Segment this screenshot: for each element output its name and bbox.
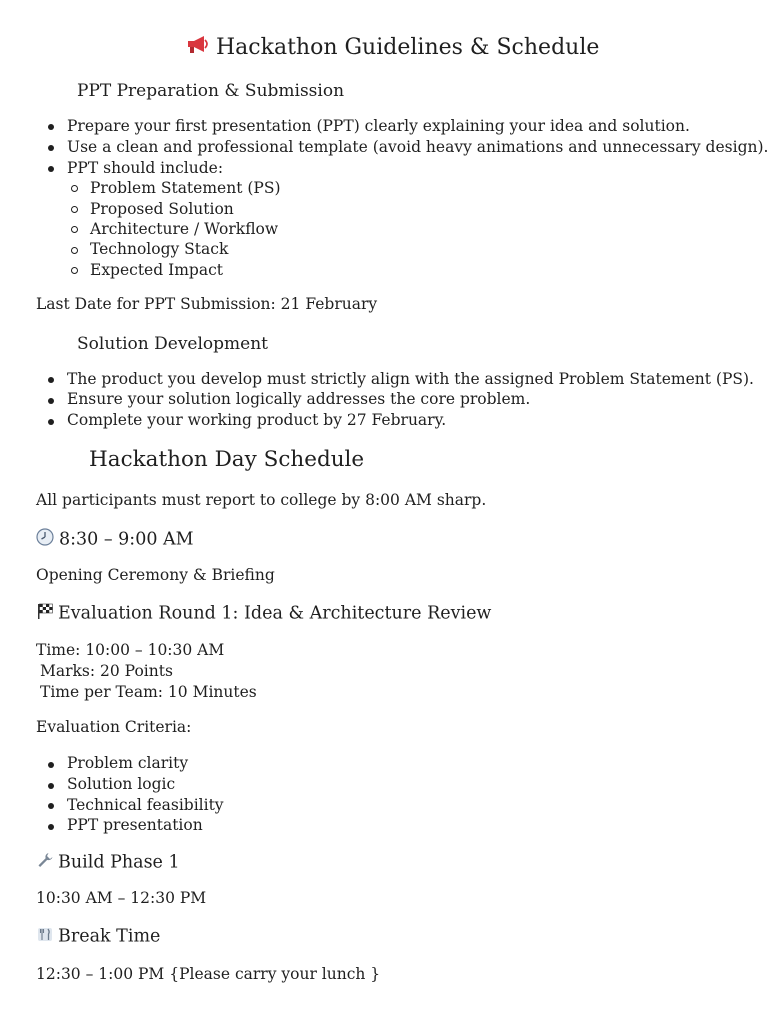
opening-time-heading <box>36 528 194 552</box>
fork-knife-icon <box>36 925 54 949</box>
ppt-item-3: PPT should include: <box>67 159 224 177</box>
subbullet-circle <box>71 185 78 192</box>
ppt-subitem-4: Technology Stack <box>90 240 229 258</box>
break-title: Break Time <box>58 926 161 947</box>
ppt-subitem-5: Expected Impact <box>90 261 223 279</box>
criteria-label: Evaluation Criteria: <box>36 718 192 736</box>
bullet-dot <box>48 783 54 789</box>
subbullet-circle <box>71 247 78 254</box>
ppt-item-2: Use a clean and professional template (avoid heavy animations and unnecessary design). <box>67 138 768 156</box>
ppt-section-heading: PPT Preparation & Submission <box>77 81 345 101</box>
bullet-dot <box>48 398 54 404</box>
round1-title: Evaluation Round 1: Idea & Architecture Review <box>58 603 492 624</box>
bullet-dot <box>48 145 54 151</box>
round1-marks: Marks: 20 Points <box>40 662 173 680</box>
subbullet-circle <box>71 206 78 213</box>
bullet-dot <box>48 762 54 768</box>
break-heading <box>36 925 160 949</box>
opening-time: 8:30 – 9:00 AM <box>59 529 194 550</box>
subbullet-circle <box>71 226 78 233</box>
ppt-subitem-3: Architecture / Workflow <box>90 220 279 238</box>
criteria-item-4: PPT presentation <box>67 816 203 834</box>
subbullet-circle <box>71 267 78 274</box>
clock-icon <box>36 528 54 552</box>
ppt-deadline: Last Date for PPT Submission: 21 February <box>36 295 378 313</box>
report-note: All participants must report to college by 8:00 AM sharp. <box>36 491 487 509</box>
solution-item-3: Complete your working product by 27 February. <box>67 411 447 429</box>
build-phase-heading <box>36 851 180 875</box>
criteria-item-3: Technical feasibility <box>67 796 224 814</box>
opening-desc: Opening Ceremony & Briefing <box>36 566 275 584</box>
solution-item-1: The product you develop must strictly align with the assigned Problem Statement (PS). <box>67 370 754 388</box>
ppt-item-1: Prepare your first presentation (PPT) clearly explaining your idea and solution. <box>67 117 690 135</box>
criteria-item-2: Solution logic <box>67 775 176 793</box>
round1-heading <box>36 602 491 626</box>
solution-section-heading: Solution Development <box>77 334 268 354</box>
bullet-dot <box>48 124 54 130</box>
bullet-dot <box>48 377 54 383</box>
bullet-dot <box>48 419 54 425</box>
round1-time: Time: 10:00 – 10:30 AM <box>36 641 225 659</box>
page-title <box>186 34 599 62</box>
bullet-dot <box>48 803 54 809</box>
megaphone-icon <box>186 34 210 62</box>
ppt-subitem-1: Problem Statement (PS) <box>90 179 281 197</box>
build-phase-time: 10:30 AM – 12:30 PM <box>36 889 207 907</box>
bullet-dot <box>48 166 54 172</box>
solution-item-2: Ensure your solution logically addresses the core problem. <box>67 390 531 408</box>
ppt-subitem-2: Proposed Solution <box>90 200 234 218</box>
page-title-text: Hackathon Guidelines & Schedule <box>216 35 600 60</box>
round1-per-team: Time per Team: 10 Minutes <box>40 683 257 701</box>
checkered-flag-icon <box>36 602 54 626</box>
criteria-item-1: Problem clarity <box>67 754 189 772</box>
break-time: 12:30 – 1:00 PM {Please carry your lunch } <box>36 965 381 983</box>
build-phase-title: Build Phase 1 <box>58 852 180 873</box>
wrench-icon <box>36 851 54 875</box>
schedule-heading: Hackathon Day Schedule <box>89 447 365 472</box>
bullet-dot <box>48 824 54 830</box>
